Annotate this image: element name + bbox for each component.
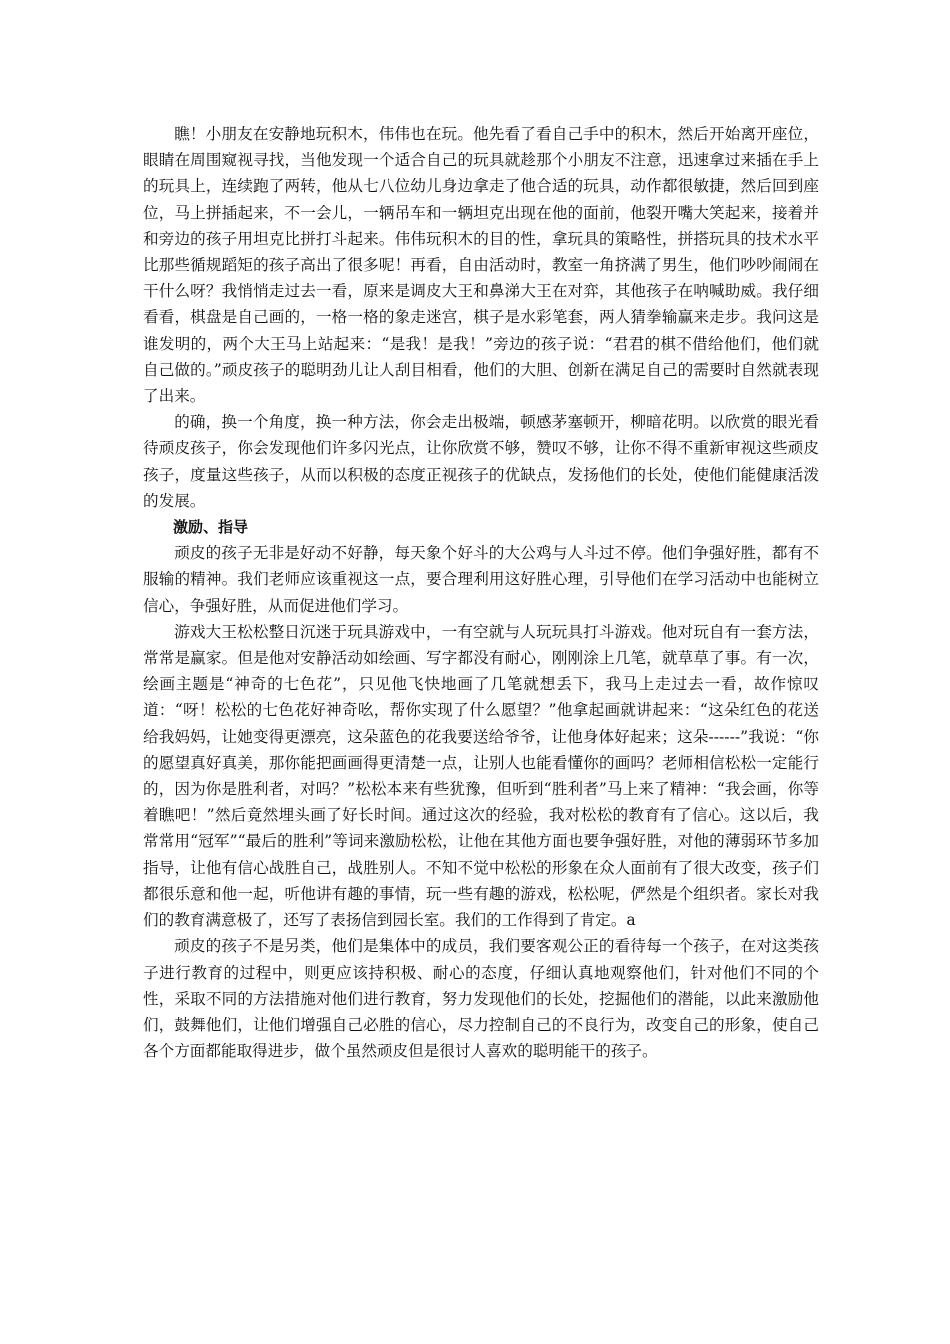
paragraph-weiwei-blocks: 瞧！小朋友在安静地玩积木，伟伟也在玩。他先看了看自己手中的积木，然后开始离开座位，眼睛在周围窥视寻找，当他发现一个适合自己的玩具就趁那个小朋友不注意，迅速拿过来插在手上的玩具上，连续跑了两转，他从七八位幼儿身边拿走了他合适的玩具，动作都很敏捷，然后回到座位，马上拼插起来，不一会儿，一辆吊车和一辆坦克出现在他的面前，他裂开嘴大笑起来，接着并和旁边的孩子用坦克比拼打斗起来。伟伟玩积木的目的性，拿玩具的策略性，拼搭玩具的技术水平比那些循规蹈矩的孩子高出了很多呢！再看，自由活动时，教室一角挤满了男生，他们吵吵闹闹在干什么呀？我悄悄走过去一看，原来是调皮大王和鼻涕大王在对弈，其他孩子在呐喊助威。我仔细看看，棋盘是自己画的，一格一格的象走迷宫，棋子是水彩笔套，两人猜拳输赢来走步。我问这是谁发明的，两个大王马上站起来：“是我！是我！”旁边的孩子说：“君君的棋不借给他们，他们就自己做的。”顽皮孩子的聪明劲儿让人刮目相看，他们的大胆、创新在满足自己的需要时自然就表现了出来。 xyxy=(143,125,819,406)
paragraph-songsong-story: 游戏大王松松整日沉迷于玩具游戏中，一有空就与人玩玩具打斗游戏。他对玩自有一套方法，常常是赢家。但是他对安静活动如绘画、写字都没有耐心，刚刚涂上几笔，就草草了事。有一次，绘画主题是“神奇的七色花”，只见他飞快地画了几笔就想丢下，我马上走过去一看，故作惊叹道：“呀！松松的七色花好神奇吆，帮你实现了什么愿望？”他拿起画就讲起来：“这朵红色的花送给我妈妈，让她变得更漂亮，这朵蓝色的花我要送给爷爷，让他身体好起来；这朵------”我说：“你的愿望真好真美，那你能把画画得更清楚一点，让别人也能看懂你的画吗？老师相信松松一定能行的，因为你是胜利者，对吗？”松松本来有些犹豫，但听到“胜利者”马上来了精神：“我会画，你等着瞧吧！”然后竟然埋头画了好长时间。通过这次的经验，我对松松的教育有了信心。这以后，我常常用“冠军”“最后的胜利”等词来激励松松，让他在其他方面也要争强好胜，对他的薄弱环节多加指导，让他有信心战胜自己，战胜别人。不知不觉中松松的形象在众人面前有了很大改变，孩子们都很乐意和他一起，听他讲有趣的事情，玩一些有趣的游戏，松松呢，俨然是个组织者。家长对我们的教育满意极了，还写了表扬信到园长室。我们的工作得到了肯定。a xyxy=(143,622,819,930)
document-page xyxy=(143,121,819,1064)
paragraph-new-perspective: 的确，换一个角度，换一种方法，你会走出极端，顿感茅塞顿开，柳暗花明。以欣赏的眼光看待顽皮孩子，你会发现他们许多闪光点，让你欣赏不够，赞叹不够，让你不得不重新审视这些顽皮孩子，度量这些孩子，从而以积极的态度正视孩子的优缺点，发扬他们的长处，使他们能健康活泼的发展。 xyxy=(143,413,819,510)
paragraph-competitive-spirit: 顽皮的孩子无非是好动不好静，每天象个好斗的大公鸡与人斗过不停。他们争强好胜，都有不服输的精神。我们老师应该重视这一点，要合理利用这好胜心理，引导他们在学习活动中也能树立信心，争强好胜，从而促进他们学习。 xyxy=(143,544,819,615)
paragraph-conclusion: 顽皮的孩子不是另类，他们是集体中的成员，我们要客观公正的看待每一个孩子，在对这类孩子进行教育的过程中，则更应该持积极、耐心的态度，仔细认真地观察他们，针对他们不同的个性，采取不同的方法措施对他们进行教育，努力发现他们的长处，挖掘他们的潜能，以此来激励他们，鼓舞他们，让他们增强自己必胜的信心，尽力控制自己的不良行为，改变自己的形象，使自己各个方面都能取得进步，做个虽然顽皮但是很讨人喜欢的聪明能干的孩子。 xyxy=(143,937,819,1061)
section-heading: 激励、指导 xyxy=(173,518,249,537)
